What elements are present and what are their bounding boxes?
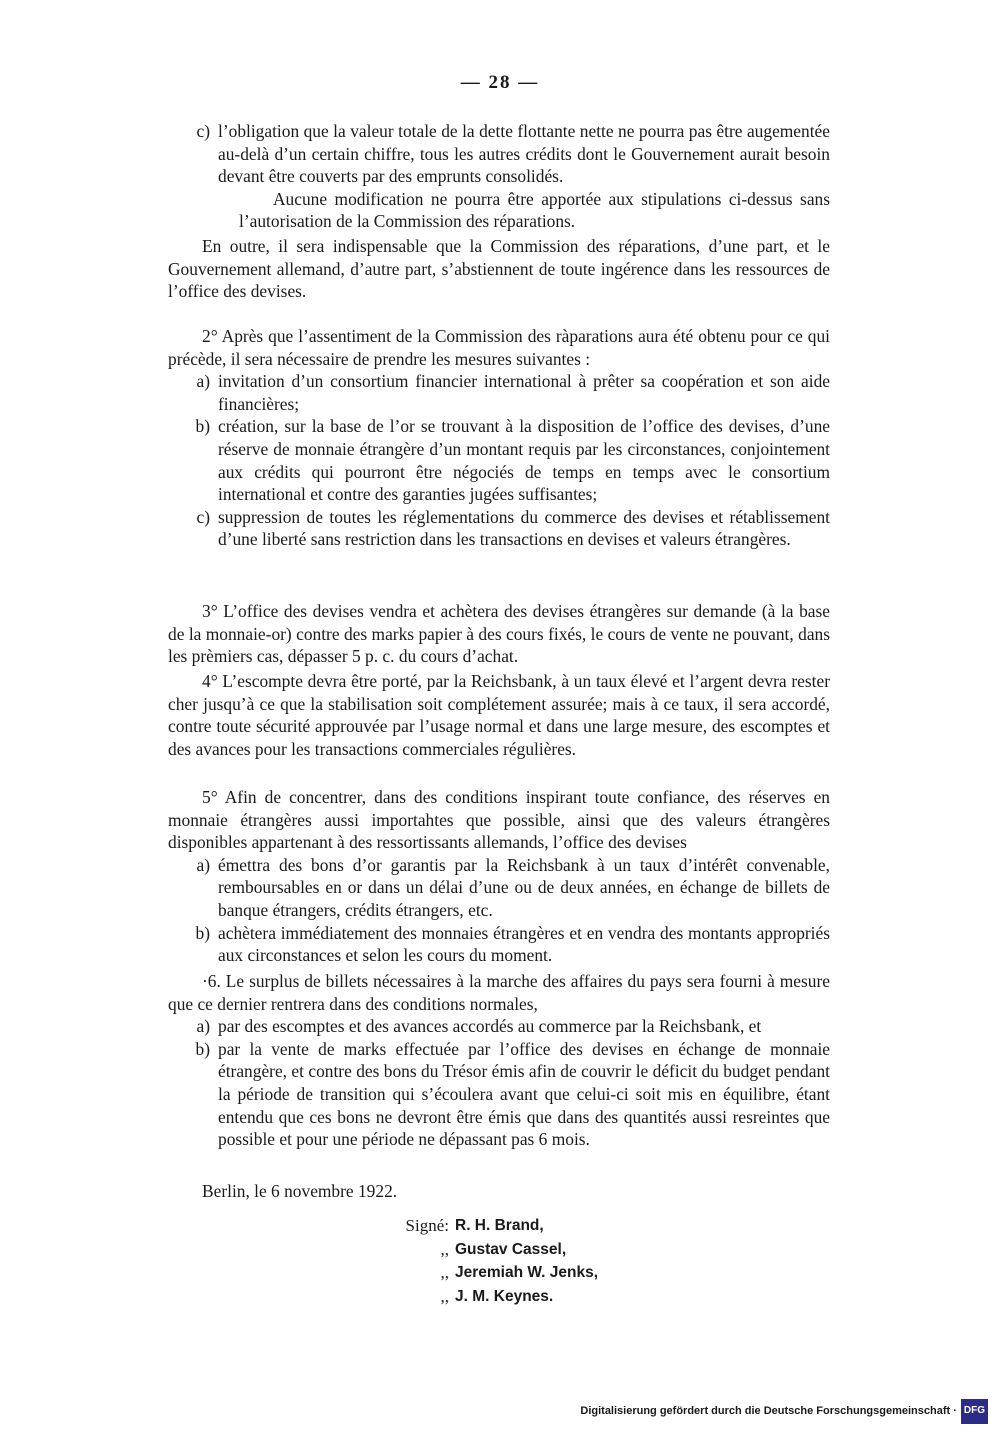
signature-row bbox=[385, 1261, 598, 1285]
digitization-footer bbox=[580, 1399, 988, 1424]
signature-name: Gustav Cassel, bbox=[455, 1240, 567, 1258]
paragraph-en-outre: En outre, il sera indispensable que la Commission des réparations, d’une part, et le Gouvernement allemand, d’autre part, s’abstiennent de toute ingérence dans les ressources de l’office des devises. bbox=[168, 235, 830, 302]
item-label: a) bbox=[196, 1016, 210, 1037]
signature-row bbox=[385, 1214, 598, 1238]
dfg-logo: DFG bbox=[961, 1399, 988, 1424]
list-item-2b bbox=[184, 415, 830, 505]
section-6-intro: ·6. Le surplus de billets nécessaires à la marche des affaires du pays sera fourni à mesure que ce dernier rentrera dans des conditions normales, bbox=[168, 971, 830, 1014]
section-1 bbox=[168, 120, 830, 303]
signature-name: R. H. Brand, bbox=[455, 1217, 544, 1234]
item-text: émettra des bons d’or garantis par la Reichsbank à un taux d’intérêt convenable, remboursables en or dans un délai d’une ou de deux années, en échange de billets de banque étrangers, crédits étrangers, etc. bbox=[218, 854, 830, 920]
dateline: Berlin, le 6 novembre 1922. bbox=[202, 1181, 398, 1201]
section-6 bbox=[168, 970, 830, 1151]
section-2-intro: 2° Après que l’assentiment de la Commission des ràparations aura été obtenu pour ce qui précède, il sera nécessaire de prendre les mesures suivantes : bbox=[168, 326, 830, 369]
section-3 bbox=[168, 600, 830, 668]
dateline-block bbox=[168, 1180, 830, 1203]
signature-prefix: ,, bbox=[440, 1263, 449, 1282]
list-item-5b bbox=[184, 922, 830, 967]
item-label: c) bbox=[196, 121, 210, 141]
page-number: — 28 — bbox=[460, 72, 540, 93]
signature-name: Jeremiah W. Jenks, bbox=[455, 1264, 599, 1281]
signature-row bbox=[385, 1238, 598, 1262]
item-label: a) bbox=[196, 854, 210, 875]
list-item-2a bbox=[184, 370, 830, 415]
item-text: par la vente de marks effectuée par l’office des devises en échange de monnaie étrangère, et contre des bons du Trésor émis afin de couvrir le déficit du budget pendant la période de transition qui s’écoulera avant que celui-ci soit mis en équilibre, étant entendu que ces bons ne devront être émis que dans des quantités aussi resreintes que possible et pour une période ne dépassant pas 6 mois. bbox=[218, 1038, 830, 1150]
item-text: suppression de toutes les réglementations du commerce des devises et rétablissement d’une liberté sans restriction dans les transactions en devises et valeurs étrangères. bbox=[218, 506, 830, 550]
item-text: achètera immédiatement des monnaies étrangères et en vendra des montants appropriés aux circonstances et selon les cours du moment. bbox=[218, 922, 830, 966]
signature-prefix: ,, bbox=[440, 1239, 449, 1259]
section-5-intro: 5° Afin de concentrer, dans des conditions inspirant toute confiance, des réserves en monnaie étrangères aussi importahtes que possible, ainsi que des valeurs étrangères disponibles appartenant à des ressortissants allemands, l’office des devises bbox=[168, 787, 830, 853]
signature-prefix: ,, bbox=[440, 1286, 449, 1306]
item-text: création, sur la base de l’or se trouvant à la disposition de l’office des devises, d’une réserve de monnaie étrangère d’un montant requis par les circonstances, conjointement aux crédits qui pourront être négociés de temps en temps avec le consortium international et contre des garanties jugées suffisantes; bbox=[218, 416, 830, 505]
footer-text: Digitalisierung gefördert durch die Deutsche Forschungsgemeinschaft · bbox=[580, 1405, 957, 1418]
list-item-6b bbox=[184, 1038, 830, 1151]
list-item-5a bbox=[184, 854, 830, 922]
list-item-2c bbox=[184, 506, 830, 551]
item-text: par des escomptes et des avances accordés au commerce par la Reichsbank, et bbox=[218, 1016, 762, 1037]
signature-row bbox=[385, 1285, 598, 1309]
item-label: b) bbox=[195, 416, 210, 437]
section-2 bbox=[168, 325, 830, 551]
signature-block bbox=[385, 1214, 598, 1308]
item-text: invitation d’un consortium financier international à prêter sa coopération et son aide financières; bbox=[218, 371, 830, 414]
list-item-c bbox=[184, 120, 830, 188]
item-label: b) bbox=[195, 922, 210, 943]
section-5 bbox=[168, 786, 830, 967]
paragraph-modification: Aucune modification ne pourra être apportée aux stipulations ci-dessus sans l’autorisation de la Commission des réparations. bbox=[239, 188, 830, 232]
item-text: l’obligation que la valeur totale de la dette flottante nette ne pourra pas être augementée au-delà d’un certain chiffre, tous les autres crédits dont le Gouvernement aurait besoin devant être couverts par des emprunts consolidés. bbox=[218, 121, 830, 187]
signature-prefix: Signé: bbox=[405, 1216, 449, 1235]
list-item-6a bbox=[184, 1015, 830, 1038]
item-label: a) bbox=[196, 371, 210, 392]
section-4 bbox=[168, 670, 830, 760]
signature-name: J. M. Keynes. bbox=[455, 1287, 554, 1305]
section-4-text: 4° L’escompte devra être porté, par la Reichsbank, à un taux élevé et l’argent devra rester cher jusqu’à ce que la stabilisation soit complétement assurée; mais à ce taux, il sera accordé, contre toute sécurité approuvée par l’usage normal et dans une large mesure, des escomptes et des avances pour les transactions commerciales régulières. bbox=[168, 671, 830, 759]
section-3-text: 3° L’office des devises vendra et achètera des devises étrangères sur demande (à la base de la monnaie-or) contre des marks papier à des cours fixés, le cours de vente ne pouvant, dans les prèmiers cas, dépasser 5 p. c. du cours d’achat. bbox=[168, 601, 830, 667]
item-label: b) bbox=[195, 1038, 210, 1059]
item-label: c) bbox=[196, 506, 210, 527]
